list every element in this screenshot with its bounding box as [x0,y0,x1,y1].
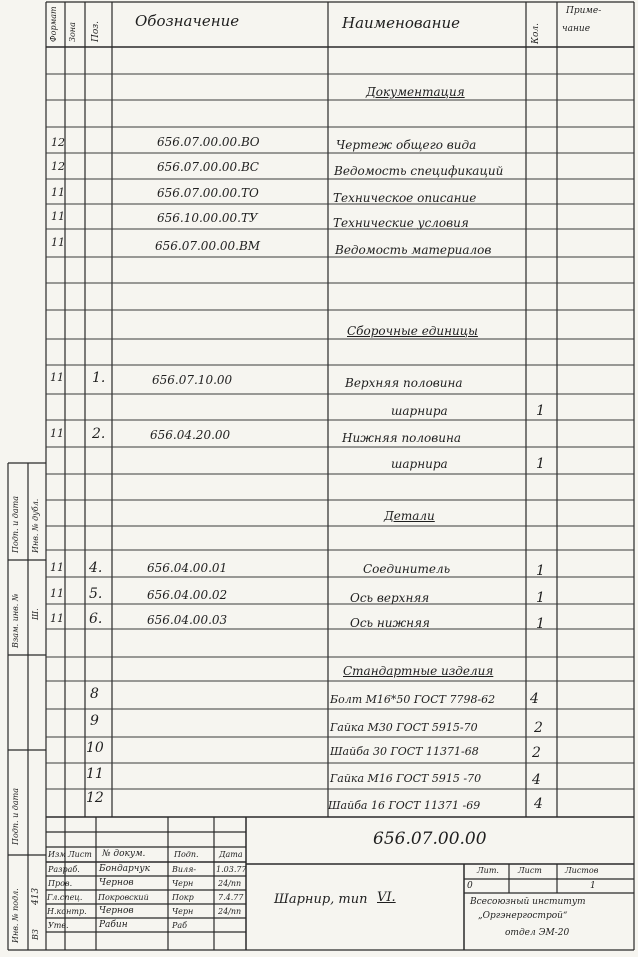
tb-col-sign: Подп. [174,850,199,859]
header-note-1: Приме- [566,6,602,16]
det-row-1-qty: 1 [536,563,545,579]
std-row-2-pos: 9 [90,713,99,729]
org-line-2: „Оргэнергострой“ [478,911,568,921]
det-row-3-name: Ось нижняя [350,616,430,630]
header-format: Формат [49,6,58,42]
asm-row-2-format: 11 [50,427,64,440]
asm-row-2-designation: 656.04.20.00 [150,428,231,442]
margin-inv-value: 413 [31,887,41,905]
header-note-2: чание [562,24,591,34]
det-row-1-format: 11 [50,561,64,574]
tb-r3-name: Покровский [98,893,149,902]
margin-sign-date-1: Подп. и дата [11,496,20,553]
tb-r2-role: Пров. [48,879,73,888]
asm-row-1-qty: 1 [536,403,545,419]
tb-col-date: Дата [219,850,243,859]
tb-col-list: Лист [68,850,92,859]
tb-col-doc: № докум. [102,849,146,859]
doc-row-5-designation: 656.07.00.00.ВМ [155,239,261,253]
tb-r3-role: Гл.спец. [47,893,83,902]
tb-r1-sign: Виля- [172,865,197,874]
doc-row-1-designation: 656.07.00.00.ВО [157,135,260,149]
tb-r4-sign: Черн [172,907,194,916]
tb-lit-value: 0 [467,881,473,891]
tb-r1-name: Бондарчук [99,864,150,874]
margin-orig-no: Инв. № подл. [11,888,20,943]
tb-r5-sign: Раб [172,921,188,930]
section-documentation: Документация [366,85,465,99]
tb-r2-date: 24/пп [218,879,242,888]
std-row-5-pos: 12 [86,790,104,806]
doc-row-3-name: Техническое описание [333,191,477,205]
section-details: Детали [384,509,435,523]
product-title: Шарнир, тип [274,892,368,907]
det-row-2-name: Ось верхняя [350,591,430,605]
asm-row-1-pos: 1. [92,370,106,386]
std-row-4-name: Гайка М16 ГОСТ 5915 -70 [330,772,482,785]
tb-sheets-label: Листов [565,866,599,875]
det-row-3-format: 11 [50,612,64,625]
header-name: Наименование [342,14,461,32]
tb-r4-role: Н.контр. [47,907,87,916]
std-row-5-qty: 4 [534,796,543,812]
header-designation: Обозначение [135,12,240,30]
doc-row-3-format: 11 [51,186,65,199]
doc-row-2-format: 12 [51,160,65,173]
asm-row-2-qty: 1 [536,456,545,472]
tb-lit-label: Лит. [477,866,499,875]
margin-dupl-no: Инв. № дубл. [31,498,40,553]
section-standard: Стандартные изделия [343,664,494,678]
tb-col-izm: Изм [48,850,66,859]
asm-row-2-pos: 2. [92,426,106,442]
det-row-1-pos: 4. [89,560,103,576]
org-line-1: Всесоюзный институт [470,897,586,907]
asm-row-2-name: Нижняя половина [342,431,462,445]
doc-row-5-format: 11 [51,236,65,249]
tb-r1-date: 1.03.77 [216,865,247,874]
doc-row-4-designation: 656.10.00.00.ТУ [157,211,258,225]
std-row-3-pos: 10 [86,740,104,756]
org-line-3: отдел ЭМ-20 [505,928,570,938]
det-row-2-qty: 1 [536,590,545,606]
tb-r2-name: Чернов [99,878,134,888]
tb-sheets-value: 1 [590,881,596,891]
det-row-1-name: Соединитель [363,562,451,576]
det-row-2-designation: 656.04.00.02 [147,588,228,602]
doc-row-3-designation: 656.07.00.00.ТО [157,186,259,200]
det-row-2-pos: 5. [89,586,103,602]
std-row-2-name: Гайка М30 ГОСТ 5915-70 [330,721,478,734]
std-row-1-name: Болт М16*50 ГОСТ 7798-62 [330,693,496,706]
margin-replace-no: Взам. инв. № [11,593,20,648]
tb-r4-name: Чернов [99,906,134,916]
asm-row-1-name-cont: шарнира [391,404,448,418]
std-row-3-qty: 2 [532,745,541,761]
tb-sheet-label: Лист [518,866,542,875]
product-type: VI. [377,890,396,905]
std-row-1-pos: 8 [90,686,99,702]
asm-row-1-name: Верхняя половина [345,376,463,390]
tb-r5-name: Рабин [99,920,128,930]
doc-row-2-name: Ведомость спецификаций [334,164,504,178]
asm-row-1-format: 11 [50,371,64,384]
std-row-1-qty: 4 [530,691,539,707]
section-assemblies: Сборочные единицы [347,324,478,338]
std-row-4-pos: 11 [86,766,104,782]
tb-r3-sign: Покр [172,893,194,902]
margin-small-a: Ш. [31,608,40,620]
tb-r3-date: 7.4.77 [218,893,244,902]
det-row-3-pos: 6. [89,611,103,627]
doc-row-5-name: Ведомость материалов [335,243,492,257]
tb-r5-role: Утв. [48,921,69,930]
det-row-3-qty: 1 [536,616,545,632]
doc-row-2-designation: 656.07.00.00.ВС [157,160,259,174]
std-row-4-qty: 4 [532,772,541,788]
tb-r1-role: Разраб. [48,865,80,874]
asm-row-1-designation: 656.07.10.00 [152,373,233,387]
header-pos: Поз. [91,20,101,42]
std-row-3-name: Шайба 30 ГОСТ 11371-68 [330,745,479,758]
doc-row-1-name: Чертеж общего вида [336,138,477,152]
det-row-1-designation: 656.04.00.01 [147,561,228,575]
margin-small-b: ВЗ [31,929,40,940]
tb-r4-date: 24/пп [218,907,242,916]
document-code: 656.07.00.00 [373,829,487,849]
std-row-5-name: Шайба 16 ГОСТ 11371 -69 [328,799,481,812]
std-row-2-qty: 2 [534,720,543,736]
tb-r2-sign: Черн [172,879,194,888]
margin-sign-date-2: Подп. и дата [11,788,20,845]
doc-row-4-format: 11 [51,210,65,223]
asm-row-2-name-cont: шарнира [391,457,448,471]
det-row-2-format: 11 [50,587,64,600]
det-row-3-designation: 656.04.00.03 [147,613,228,627]
header-zone: Зона [68,22,77,42]
doc-row-4-name: Технические условия [333,216,469,230]
header-qty: Кол. [531,23,541,44]
doc-row-1-format: 12 [51,136,65,149]
